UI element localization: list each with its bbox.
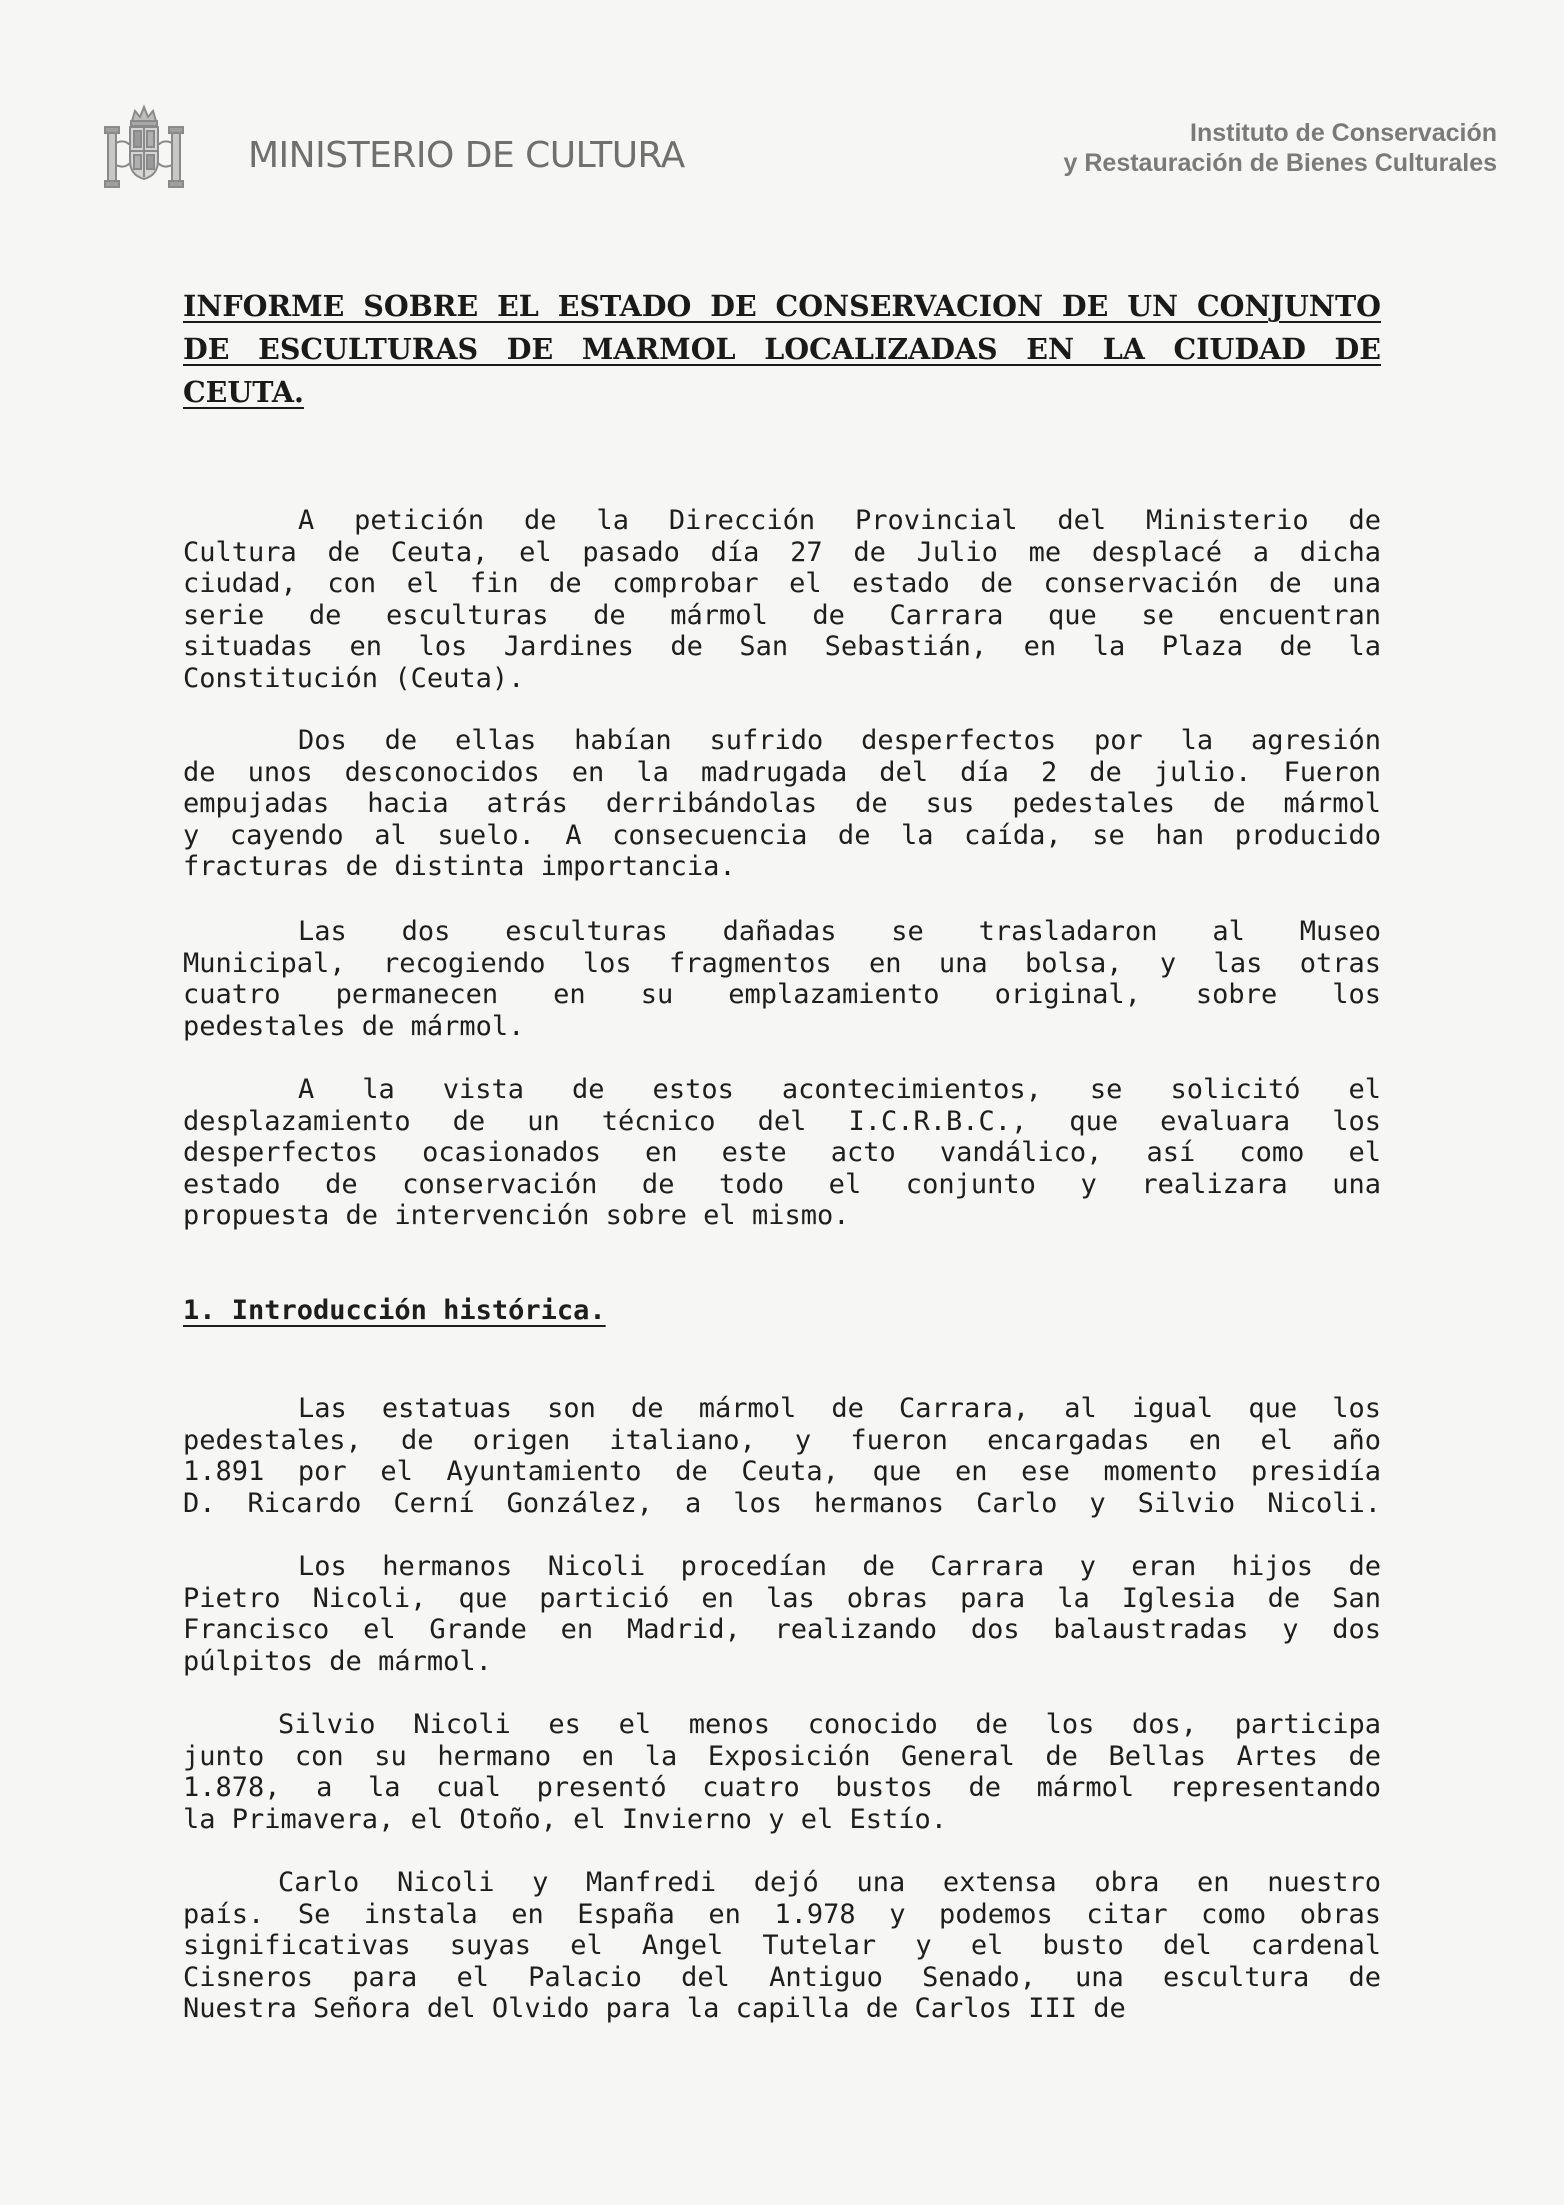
text-line: de unos desconocidos en la madrugada del día 2 de julio. Fueron (183, 756, 1381, 788)
paragraph (183, 1551, 1381, 1677)
text-line: Carlo Nicoli y Manfredi dejó una extensa obra en nuestro (278, 1867, 1381, 1898)
text-line: D. Ricardo Cerní González, a los hermanos Carlo y Silvio Nicoli. (183, 1487, 1381, 1519)
paragraph (183, 1709, 1381, 1835)
text-line: país. Se instala en España en 1.978 y podemos citar como obras (183, 1898, 1381, 1930)
text-line: Los hermanos Nicoli procedían de Carrara y eran hijos de (298, 1551, 1381, 1582)
paragraph (183, 1867, 1381, 2025)
text-line: Cultura de Ceuta, el pasado día 27 de Julio me desplacé a dicha (183, 536, 1381, 568)
text-line: significativas suyas el Angel Tutelar y el busto del cardenal (183, 1930, 1381, 1961)
text-line: fracturas de distinta importancia. (183, 851, 736, 882)
text-line: empujadas hacia atrás derribándolas de sus pedestales de mármol (183, 788, 1381, 819)
text-line: A petición de la Dirección Provincial del Ministerio de (298, 505, 1381, 536)
report-title (183, 285, 1381, 414)
text-line: situadas en los Jardines de San Sebastián, en la Plaza de la (183, 631, 1381, 662)
text-line: Pietro Nicoli, que partició en las obras para la Iglesia de San (183, 1582, 1381, 1614)
text-line: Silvio Nicoli es el menos conocido de los dos, participa (278, 1709, 1381, 1740)
institute-line-2: y Restauración de Bienes Culturales (1063, 149, 1497, 177)
text-line: Municipal, recogiendo los fragmentos en una bolsa, y las otras (183, 947, 1381, 979)
title-line: DE ESCULTURAS DE MARMOL LOCALIZADAS EN LA CIUDAD DE (183, 332, 1381, 366)
text-line: A la vista de estos acontecimientos, se solicitó el (298, 1074, 1381, 1105)
text-line: púlpitos de mármol. (183, 1645, 492, 1677)
ministry-name: MINISTERIO DE CULTURA (248, 135, 685, 176)
coat-of-arms-icon (102, 103, 186, 193)
institute-line-1: Instituto de Conservación (1190, 119, 1497, 147)
text-line: Dos de ellas habían sufrido desperfectos por la agresión (298, 725, 1381, 756)
text-line: propuesta de intervención sobre el mismo. (183, 1200, 850, 1231)
text-line: cuatro permanecen en su emplazamiento original, sobre los (183, 979, 1381, 1010)
section-heading: 1. Introducción histórica. (183, 1295, 606, 1326)
text-line: Las estatuas son de mármol de Carrara, al igual que los (298, 1393, 1381, 1424)
paragraph (183, 1393, 1381, 1519)
title-line: CEUTA. (183, 375, 304, 409)
paragraph (183, 916, 1381, 1042)
text-line: la Primavera, el Otoño, el Invierno y el Estío. (183, 1803, 948, 1835)
institute-name (1064, 118, 1497, 178)
text-line: junto con su hermano en la Exposición General de Bellas Artes de (183, 1740, 1381, 1772)
text-line: Cisneros para el Palacio del Antiguo Senado, una escultura de (183, 1961, 1381, 1993)
paragraph (183, 725, 1381, 883)
text-line: pedestales de mármol. (183, 1010, 525, 1042)
text-line: Constitución (Ceuta). (183, 662, 525, 694)
text-line: estado de conservación de todo el conjunto y realizara una (183, 1168, 1381, 1200)
text-line: desperfectos ocasionados en este acto vandálico, así como el (183, 1137, 1381, 1168)
text-line: Nuestra Señora del Olvido para la capilla de Carlos III de (183, 1993, 1126, 2024)
text-line: Francisco el Grande en Madrid, realizando dos balaustradas y dos (183, 1614, 1381, 1645)
text-line: y cayendo al suelo. A consecuencia de la caída, se han producido (183, 819, 1381, 851)
title-line: INFORME SOBRE EL ESTADO DE CONSERVACION DE UN CONJUNTO (183, 289, 1381, 323)
text-line: 1.891 por el Ayuntamiento de Ceuta, que en ese momento presidía (183, 1456, 1381, 1487)
text-line: serie de esculturas de mármol de Carrara que se encuentran (183, 599, 1381, 631)
text-line: ciudad, con el fin de comprobar el estado de conservación de una (183, 568, 1381, 599)
text-line: Las dos esculturas dañadas se trasladaron al Museo (298, 916, 1381, 947)
paragraph (183, 505, 1381, 694)
text-line: desplazamiento de un técnico del I.C.R.B.C., que evaluara los (183, 1105, 1381, 1137)
text-line: 1.878, a la cual presentó cuatro bustos de mármol representando (183, 1772, 1381, 1803)
text-line: pedestales, de origen italiano, y fueron encargadas en el año (183, 1424, 1381, 1456)
paragraph (183, 1074, 1381, 1232)
